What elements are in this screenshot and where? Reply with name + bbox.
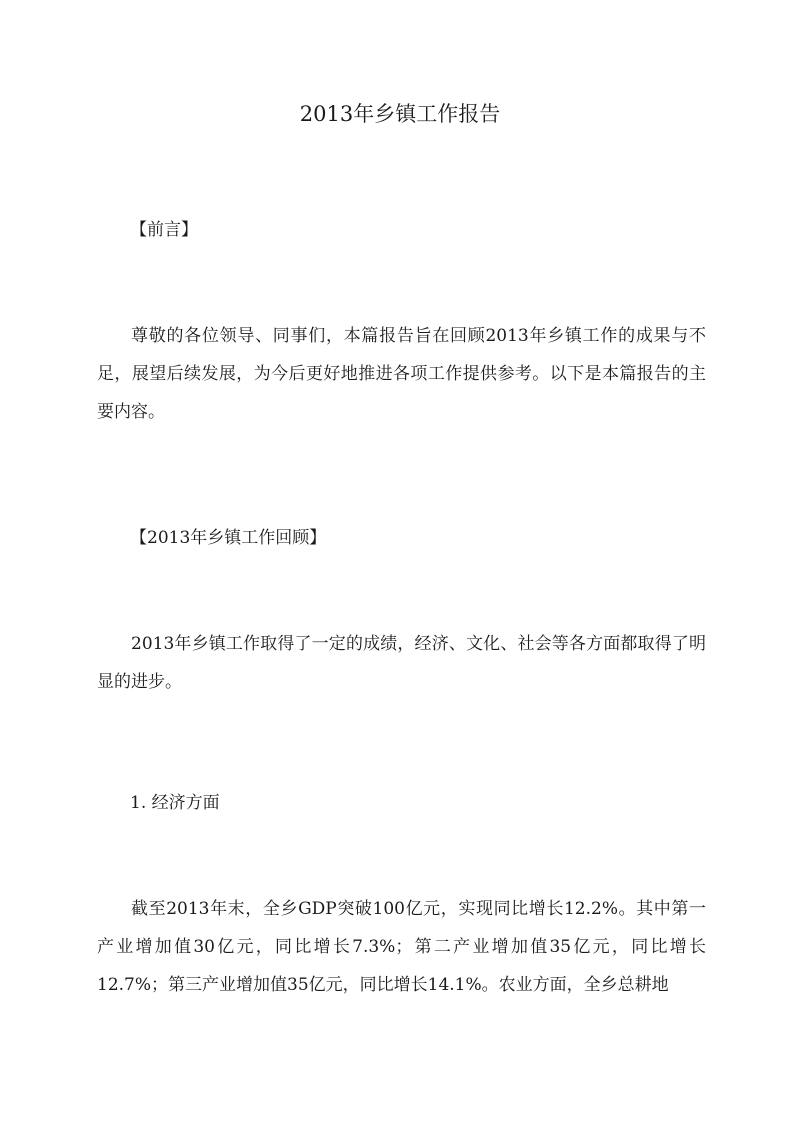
section-heading-intro: 【前言】 <box>130 220 198 240</box>
paragraph-intro: 尊敬的各位领导、同事们，本篇报告旨在回顾2013年乡镇工作的成果与不足，展望后续发展，为今后更好地推进各项工作提供参考。以下是本篇报告的主要内容。 <box>97 326 706 422</box>
paragraph-review: 2013年乡镇工作取得了一定的成绩，经济、文化、社会等各方面都取得了明显的进步。 <box>97 634 706 692</box>
document-title: 2013年乡镇工作报告 <box>299 102 501 126</box>
paragraph-economy: 截至2013年末，全乡GDP突破100亿元，实现同比增长12.2%。其中第一产业增加值30亿元，同比增长7.3%；第二产业增加值35亿元，同比增长12.7%；第三产业增加值35亿元，同比增长14.1%。农业方面，全乡总耕地 <box>97 899 706 995</box>
section-heading-review: 【2013年乡镇工作回顾】 <box>130 528 327 548</box>
section-heading-economy: 1. 经济方面 <box>130 793 220 813</box>
